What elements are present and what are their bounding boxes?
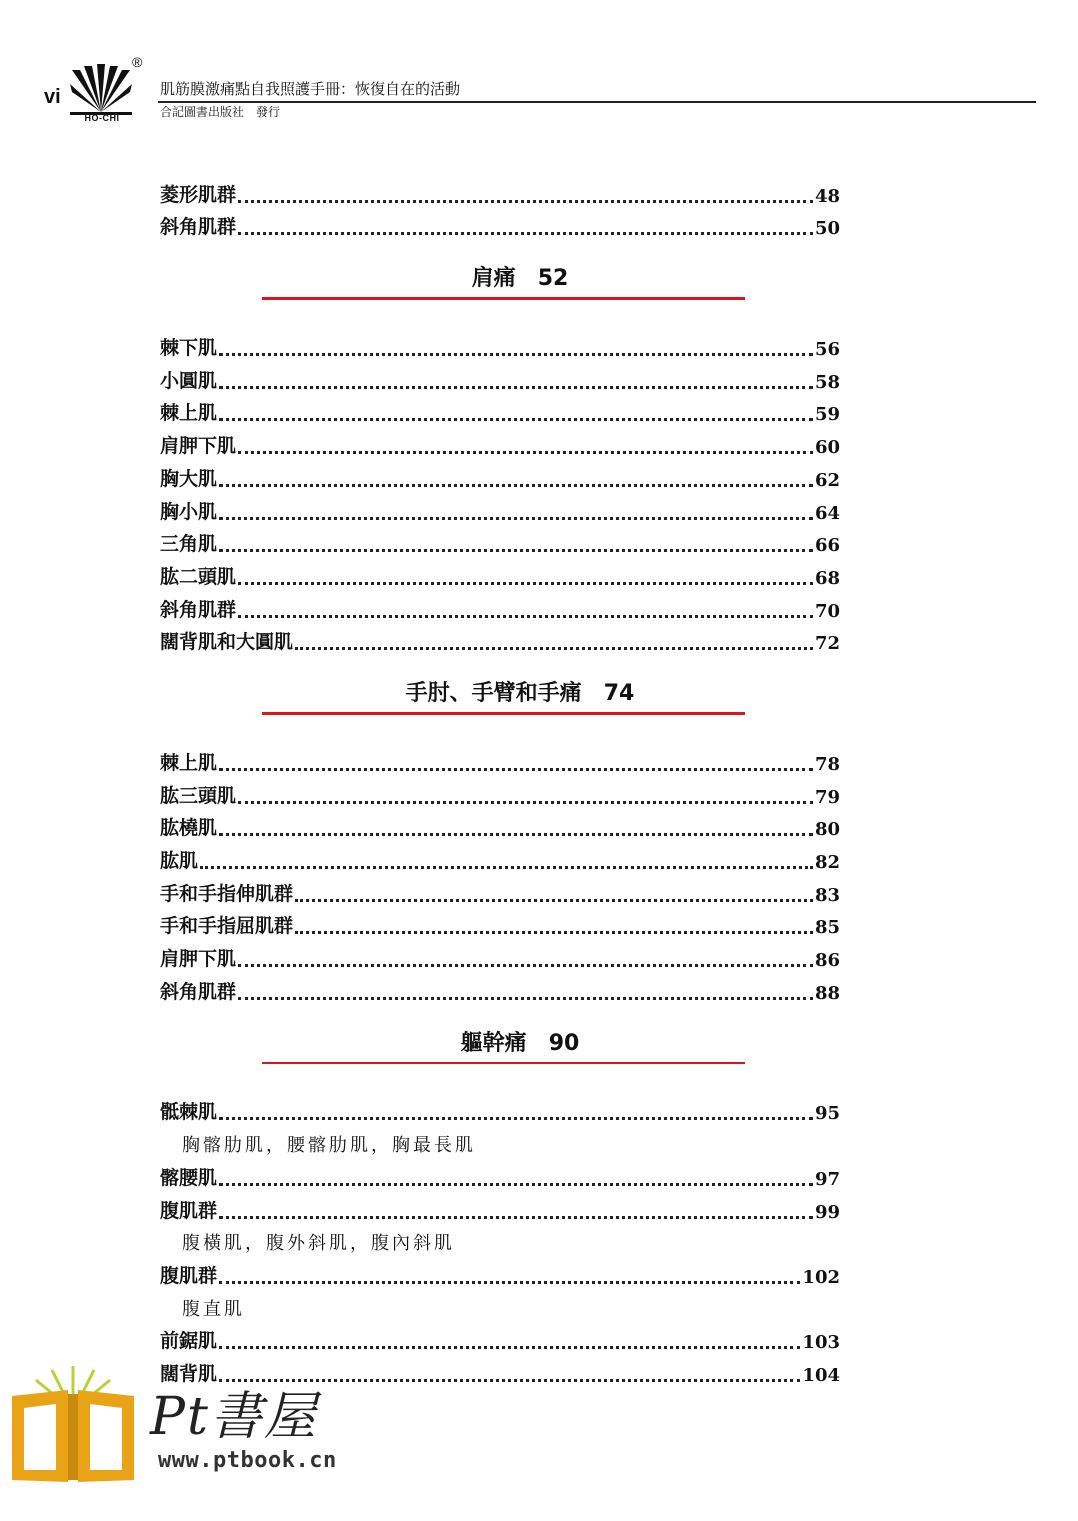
- toc-entry-label: 斜角肌群: [160, 216, 237, 239]
- toc-entry-page: 88: [814, 982, 840, 1004]
- toc-entry-subtitle: 腹直肌: [182, 1298, 245, 1320]
- toc-entry-label: 棘下肌: [160, 337, 218, 360]
- toc-entry[interactable]: [160, 207, 840, 240]
- toc-entry[interactable]: [160, 556, 840, 589]
- toc-entry[interactable]: [160, 1092, 840, 1125]
- dot-leader: [238, 614, 813, 618]
- header-divider: [158, 101, 1036, 103]
- dot-leader: [219, 516, 813, 520]
- section-title: 手肘、手臂和手痛 74: [405, 681, 635, 707]
- toc-entry-subtitle: 胸髂肋肌，腰髂肋肌，胸最長肌: [182, 1135, 476, 1157]
- toc-entry-page: 104: [802, 1364, 840, 1386]
- watermark-site-name: Pt書屋: [150, 1387, 318, 1447]
- toc-entry-label: 菱形肌群: [160, 183, 237, 206]
- dot-leader: [238, 996, 813, 1000]
- dot-leader: [238, 199, 813, 203]
- toc-entry[interactable]: [160, 938, 840, 971]
- toc-entry-page: 70: [814, 600, 840, 622]
- toc-entry-page: 60: [814, 437, 840, 459]
- toc-entry[interactable]: [160, 840, 840, 873]
- toc-entry[interactable]: [160, 589, 840, 622]
- dot-leader: [219, 767, 813, 771]
- section-page: 90: [548, 1030, 580, 1056]
- toc-entry[interactable]: [160, 327, 840, 360]
- watermark-book-icon: [8, 1358, 138, 1486]
- toc-entry[interactable]: [160, 1157, 840, 1190]
- logo-text: HO-CHI: [84, 113, 120, 123]
- toc-entry-page: 83: [814, 884, 840, 906]
- watermark-url: www.ptbook.cn: [158, 1448, 337, 1473]
- toc-entry[interactable]: [160, 775, 840, 808]
- toc-entry-label: 斜角肌群: [160, 598, 237, 621]
- section-red-rule: [262, 297, 745, 300]
- toc-entry-label: 肩胛下肌: [160, 948, 237, 971]
- toc-entry-label: 骶棘肌: [160, 1101, 218, 1124]
- toc-entry-page: 64: [814, 502, 840, 524]
- toc-entry-label: 闊背肌和大圓肌: [160, 631, 294, 654]
- toc-entry-page: 58: [814, 371, 840, 393]
- toc-entry[interactable]: [160, 425, 840, 458]
- toc-entry[interactable]: [160, 873, 840, 906]
- dot-leader: [219, 1280, 800, 1284]
- toc-entry[interactable]: [160, 906, 840, 939]
- toc-entry[interactable]: [160, 524, 840, 557]
- dot-leader: [219, 548, 813, 552]
- dot-leader: [238, 231, 813, 235]
- toc-entry-label: 小圓肌: [160, 369, 218, 392]
- dot-leader: [295, 898, 813, 902]
- toc-entry[interactable]: [160, 174, 840, 207]
- toc-entry-page: 103: [802, 1332, 840, 1354]
- toc-entry[interactable]: [160, 622, 840, 655]
- dot-leader: [219, 1116, 813, 1120]
- toc-entry[interactable]: [160, 808, 840, 841]
- toc-entry-page: 66: [814, 535, 840, 557]
- dot-leader: [238, 450, 813, 454]
- toc-entry-label: 斜角肌群: [160, 980, 237, 1003]
- toc-entry-label: 三角肌: [160, 533, 218, 556]
- toc-entry-label: 胸大肌: [160, 467, 218, 490]
- dot-leader: [219, 352, 813, 356]
- section-red-rule: [262, 1062, 745, 1065]
- dot-leader: [219, 832, 813, 836]
- section-heading-elbow-arm-hand-pain[interactable]: [160, 654, 840, 742]
- dot-leader: [219, 417, 813, 421]
- toc-entry-label: 髂腰肌: [160, 1166, 218, 1189]
- section-title: 肩痛 52: [471, 266, 569, 292]
- toc-entry-label: 肱二頭肌: [160, 565, 237, 588]
- toc-entry-page: 68: [814, 567, 840, 589]
- toc-entry[interactable]: [160, 491, 840, 524]
- toc-entry-page: 59: [814, 404, 840, 426]
- toc-entry-page: 48: [814, 185, 840, 207]
- toc-entry-page: 50: [814, 218, 840, 240]
- section-heading-shoulder-pain[interactable]: [160, 239, 840, 327]
- toc-entry-label: 肱橈肌: [160, 817, 218, 840]
- toc-entry-page: 80: [814, 819, 840, 841]
- toc-entry-label: 肱肌: [160, 850, 199, 872]
- toc-entry-page: 82: [814, 852, 840, 873]
- toc-entry-label: 胸小肌: [160, 500, 218, 523]
- toc-entry-page: 97: [814, 1168, 840, 1190]
- toc-entry-label: 手和手指伸肌群: [160, 882, 294, 905]
- toc-entry-page: 86: [814, 950, 840, 972]
- section-page: 74: [603, 681, 635, 707]
- dot-leader: [219, 483, 813, 487]
- toc-entry-page: 99: [814, 1201, 840, 1223]
- section-red-rule: [262, 712, 745, 715]
- toc-entry-page: 72: [814, 633, 840, 655]
- toc-entry[interactable]: [160, 360, 840, 393]
- toc-entry-label: 腹肌群: [160, 1199, 218, 1222]
- dot-leader: [200, 865, 813, 869]
- toc-entry-page: 79: [814, 786, 840, 808]
- toc-entry-label: 肩胛下肌: [160, 435, 237, 458]
- toc-entry[interactable]: [160, 458, 840, 491]
- dot-leader: [238, 963, 813, 967]
- toc-entry-page: 56: [814, 339, 840, 361]
- page-number: vi: [44, 86, 61, 108]
- dot-leader: [238, 800, 813, 804]
- toc-entry-label: 肱三頭肌: [160, 784, 237, 807]
- toc-entry-page: 85: [814, 917, 840, 939]
- toc-entry[interactable]: [160, 1255, 840, 1288]
- toc-entry-label: 棘上肌: [160, 402, 218, 425]
- section-page: 52: [537, 266, 569, 292]
- toc-entry[interactable]: [160, 393, 840, 426]
- dot-leader: [295, 646, 813, 650]
- toc-entry-label: 手和手指屈肌群: [160, 915, 294, 938]
- toc-entry-label: 前鋸肌: [160, 1330, 218, 1353]
- table-of-contents: [160, 174, 840, 1386]
- toc-entry-label: 腹肌群: [160, 1264, 218, 1287]
- toc-entry-page: 95: [814, 1103, 840, 1125]
- toc-entry-subtitle: 腹橫肌，腹外斜肌，腹內斜肌: [182, 1233, 455, 1255]
- toc-entry-page: 62: [814, 469, 840, 491]
- book-title: 肌筋膜激痛點自我照護手冊：恢復自在的活動: [160, 80, 461, 98]
- dot-leader: [219, 385, 813, 389]
- publisher-line: 合記圖書出版社 發行: [160, 105, 281, 119]
- section-title: 軀幹痛 90: [460, 1030, 580, 1056]
- toc-entry[interactable]: [160, 1321, 840, 1354]
- section-heading-trunk-pain[interactable]: [160, 1004, 840, 1092]
- toc-entry-label: 棘上肌: [160, 751, 218, 774]
- toc-entry-page: 102: [802, 1266, 840, 1288]
- dot-leader: [219, 1215, 813, 1219]
- registered-mark: ®: [132, 54, 143, 70]
- toc-entry[interactable]: [160, 742, 840, 775]
- dot-leader: [295, 930, 813, 934]
- toc-entry-page: 78: [814, 753, 840, 775]
- toc-entry-label: 闊背肌: [160, 1362, 218, 1385]
- toc-entry[interactable]: [160, 971, 840, 1004]
- dot-leader: [219, 1182, 813, 1186]
- dot-leader: [219, 1345, 800, 1349]
- toc-entry[interactable]: [160, 1190, 840, 1223]
- dot-leader: [238, 581, 813, 585]
